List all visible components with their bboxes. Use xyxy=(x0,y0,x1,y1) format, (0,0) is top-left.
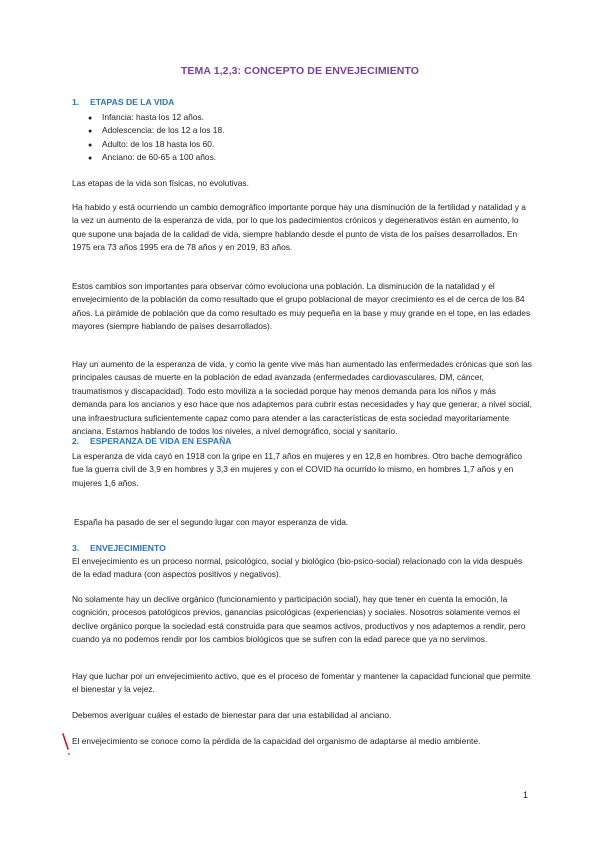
page-number: 1 xyxy=(522,790,528,800)
paragraph: Debemos averiguar cuáles el estado de bienestar para dar una estabilidad al anciano. xyxy=(72,710,392,720)
paragraph: No solamente hay un declive orgánico (funcionamiento y participación social), hay que tener en cuenta la emoción, la cognición, procesos patológicos previos, ganancias psicológicas (experiencias) y sociales. Nosotros solamente vemos el declive orgánico porque la sociedad está construida para que seamos activos, productivos y nos adaptemos a rendir, pero cuando ya no podemos rendir por los cambios biológicos que se sufren con la edad parece que ya no servimos. xyxy=(72,594,526,645)
list-item: ● Adolescencia: de los 12 a los 18. xyxy=(88,124,224,137)
bullet-icon: ● xyxy=(88,155,93,163)
section-number: 3. xyxy=(72,543,80,553)
document-title: TEMA 1,2,3: CONCEPTO DE ENVEJECIMIENTO xyxy=(180,65,420,77)
bullet-icon: ● xyxy=(88,128,93,136)
paragraph: España ha pasado de ser el segundo lugar con mayor esperanza de vida. xyxy=(74,517,349,527)
section-number: 2. xyxy=(72,436,80,446)
paragraph: Hay un aumento de la esperanza de vida, y como la gente vive más han aumentado las enfermedades crónicas que son las principales causas de muerte en la población de edad avanzada (enfermedades cardiovasculares, DM, cáncer, traumatismos y discapacidad). Todo esto moviliza a la sociedad porque hay menos demanda para los niños y más demanda para los ancianos y eso hace que nos adaptemos para cubrir estas necesidades y hay que generar, a nivel social, una infraestructura suficientemente capaz como para atender a las características de esta sociedad mayoritariamente anciana. Estamos hablando de todos los niveles, a nivel demográfico, social y sanitario. xyxy=(72,359,532,437)
red-annotation-mark-icon xyxy=(62,733,72,757)
section-heading-etapas xyxy=(72,97,174,107)
section-number: 1. xyxy=(72,97,80,107)
bullet-icon: ● xyxy=(88,115,93,122)
list-item: ● Infancia: hasta los 12 años. xyxy=(88,111,224,124)
section-heading-esperanza xyxy=(72,436,232,446)
paragraph: La esperanza de vida cayó en 1918 con la gripe en 11,7 años en mujeres y en 12,8 en hombres. Otro bache demográfico fue la guerra civil de 3,9 en hombres y 3,3 en mujeres y con el COVID ha ocurrido lo mismo, en hombres 1,7 años y en mujeres 1,6 años. xyxy=(72,451,523,488)
section-title: ENVEJECIMIENTO xyxy=(90,543,166,553)
list-item: ● Anciano: de 60-65 a 100 años. xyxy=(88,151,224,164)
paragraph: Hay que luchar por un envejecimiento activo, que es el proceso de fomentar y mantener la capacidad funcional que permite el bienestar y la vejez. xyxy=(72,671,531,695)
bullet-icon: ● xyxy=(88,141,93,149)
section-title: ETAPAS DE LA VIDA xyxy=(90,97,175,107)
section-heading-envejecimiento xyxy=(72,543,166,553)
list-item: ● Adulto: de los 18 hasta los 60. xyxy=(88,138,224,151)
section-title: ESPERANZA DE VIDA EN ESPAÑA xyxy=(90,436,232,446)
life-stages-list xyxy=(88,111,224,165)
paragraph: Las etapas de la vida son físicas, no evolutivas. xyxy=(72,178,249,188)
paragraph: Ha habido y está ocurriendo un cambio demográfico importante porque hay una disminución de la fertilidad y natalidad y a la vez un aumento de la esperanza de vida, por lo que los padecimientos crónicos y degenerativos están en aumento, lo que supone una bajada de la calidad de vida, siempre hablando desde el punto de vista de los países desarrollados. En 1975 era 73 años 1995 era de 78 años y en 2019, 83 años. xyxy=(72,202,526,253)
paragraph: El envejecimiento es un proceso normal, psicológico, social y biológico (bio-psico-social) relacionado con la vida después de la edad madura (con aspectos positivos y negativos). xyxy=(72,556,523,580)
paragraph: Estos cambios son importantes para observar cómo evoluciona una población. La disminución de la natalidad y el envejecimiento de la población da como resultado que el grupo poblacional de mayor crecimiento es el de cerca de los 84 años. La pirámide de población que da como resultado es muy pequeña en la base y muy grande en el tope, en las edades mayores (siempre hablando de países desarrollados). xyxy=(72,281,531,332)
paragraph: El envejecimiento se conoce como la pérdida de la capacidad del organismo de adaptarse al medio ambiente. xyxy=(72,736,481,746)
